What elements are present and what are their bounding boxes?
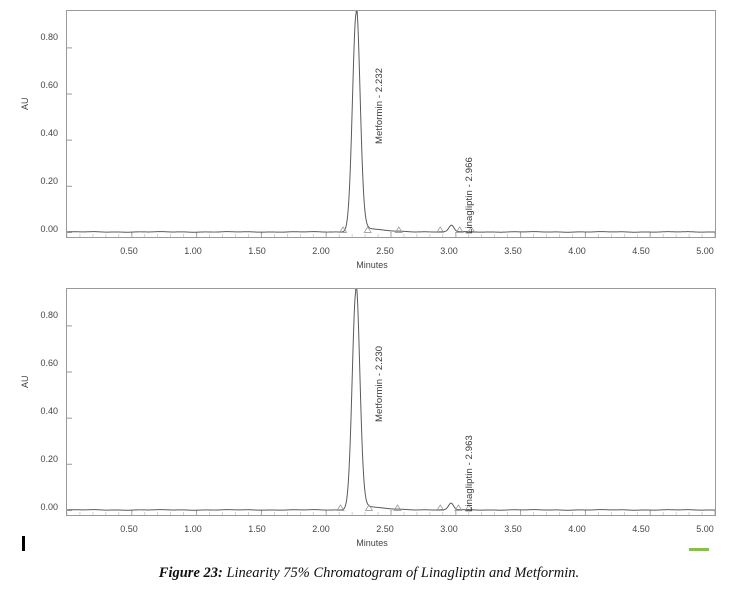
x-tick-label: 3.50 [504,246,522,256]
x-tick-label: 2.00 [312,246,330,256]
x-tick-label: 5.00 [696,246,714,256]
figure-caption-label: Figure 23: [158,565,223,581]
x-tick-label: 3.00 [440,524,458,534]
peak-label-linagliptin-top: Linagliptin - 2.966 [464,157,475,234]
y-tick-label: 0.00 [40,502,58,512]
x-tick-label: 1.00 [184,524,202,534]
peak-label-metformin-bottom: Metformin - 2.230 [374,345,385,422]
y-tick-label: 0.20 [40,454,58,464]
y-axis-label-top: AU [20,97,30,110]
figure-caption [0,565,738,582]
y-tick-label: 0.00 [40,224,58,234]
chromatogram-panel-top [22,6,722,274]
peak-label-linagliptin-bottom: Linagliptin - 2.963 [464,435,475,512]
x-tick-label: 0.50 [120,524,138,534]
x-tick-label: 2.50 [376,246,394,256]
chromatogram-trace-top [67,11,715,237]
y-tick-label: 0.80 [40,310,58,320]
x-tick-label: 3.50 [504,524,522,534]
plot-area-top [66,10,716,238]
y-tick-label: 0.60 [40,80,58,90]
plot-area-bottom [66,288,716,516]
x-tick-label: 2.00 [312,524,330,534]
x-tick-label: 4.50 [632,524,650,534]
y-tick-label: 0.40 [40,128,58,138]
y-tick-label: 0.40 [40,406,58,416]
figure-caption-text: Linearity 75% Chromatogram of Linagliptin and Metformin. [222,565,580,581]
y-tick-label: 0.80 [40,32,58,42]
highlighter-mark [689,548,709,551]
plot-inner-top [67,11,715,237]
x-tick-label: 0.50 [120,246,138,256]
x-axis-label-bottom: Minutes [356,538,388,548]
x-tick-label: 4.00 [568,246,586,256]
y-tick-label: 0.60 [40,358,58,368]
x-tick-label: 1.50 [248,524,266,534]
peak-label-metformin-top: Metformin - 2.232 [374,67,385,144]
x-tick-label: 5.00 [696,524,714,534]
plot-inner-bottom [67,289,715,515]
y-tick-label: 0.20 [40,176,58,186]
x-tick-label: 4.00 [568,524,586,534]
x-tick-label: 4.50 [632,246,650,256]
x-tick-label: 1.00 [184,246,202,256]
x-tick-label: 1.50 [248,246,266,256]
page-edge-mark [22,536,25,551]
chromatogram-trace-bottom [67,289,715,515]
chromatogram-panel-bottom [22,284,722,552]
y-axis-label-bottom: AU [20,375,30,388]
x-tick-label: 2.50 [376,524,394,534]
x-axis-label-top: Minutes [356,260,388,270]
x-tick-label: 3.00 [440,246,458,256]
